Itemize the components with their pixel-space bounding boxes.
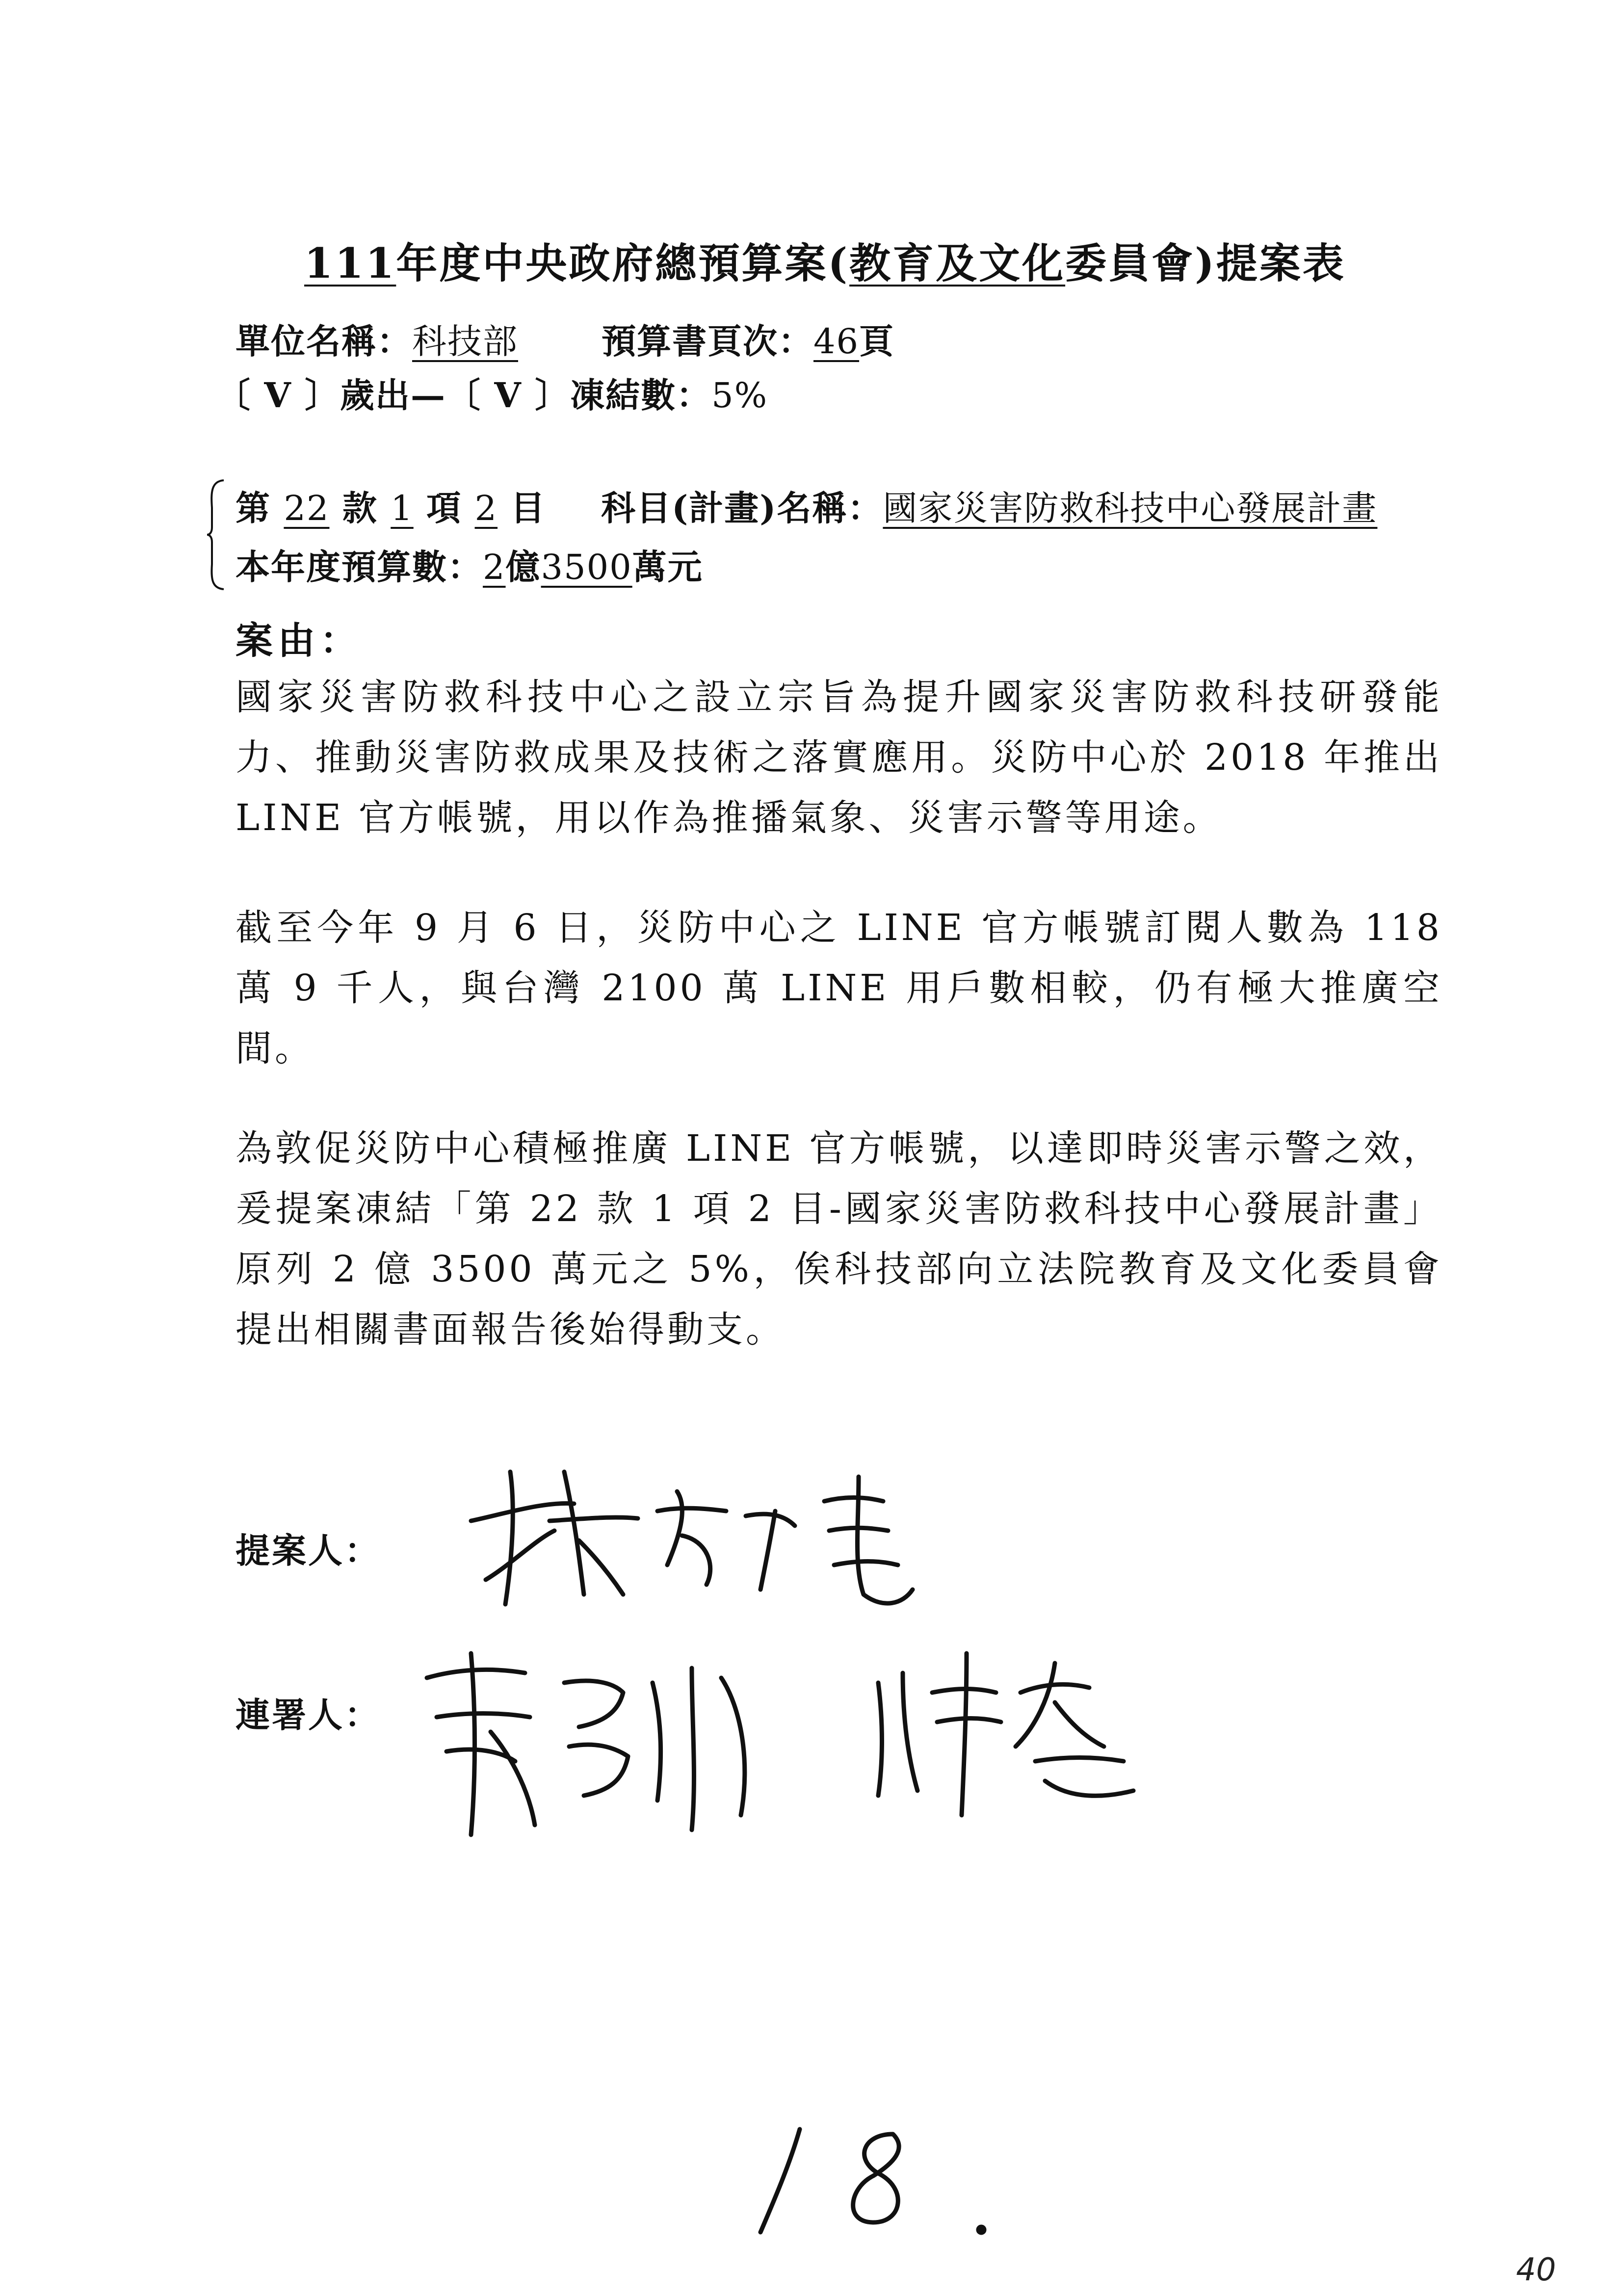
reason-paragraph-2: 截至今年 9 月 6 日，災防中心之 LINE 官方帳號訂閱人數為 118 萬 9 千人，與台灣 2100 萬 LINE 用戶數相較，仍有極大推廣空間。 [236, 907, 1442, 1070]
proposer-label: 提案人： [236, 1530, 381, 1571]
title-committee: 教育及文化 [849, 239, 1066, 287]
item-prefix: 第 [236, 488, 271, 528]
budget-label: 本年度預算數： [236, 547, 483, 587]
proposer-signature [451, 1418, 967, 1648]
reason-heading: 案由： [236, 619, 362, 662]
cosigner-signature-1 [417, 1639, 790, 1845]
budget-page-suffix: 頁 [859, 321, 895, 362]
freeze-percent: 5% [711, 375, 768, 416]
reason-paragraph-1: 國家災害防救科技中心之設立宗旨為提升國家災害防救科技研發能力、推動災害防救成果及技術之落實應用。災防中心於 2018 年推出 LINE 官方帳號，用以作為推播氣象、災害示警等用途。 [236, 676, 1442, 839]
cosigner-signature-2 [859, 1634, 1163, 1830]
item-mu-label: 目 [510, 488, 546, 528]
item-mu: 2 [474, 488, 498, 528]
corner-page-number: 40 [1516, 2252, 1556, 2288]
budget-wan-label: 萬元 [632, 547, 703, 587]
budget-yi-label: 億 [505, 547, 541, 587]
title-text-2: 委員會)提案表 [1065, 239, 1346, 287]
item-name-value: 國家災害防救科技中心發展計畫 [883, 488, 1378, 528]
handwritten-page-number [746, 2114, 1001, 2254]
item-xiang: 1 [391, 488, 414, 528]
item-kuan: 22 [284, 488, 330, 528]
budget-yi: 2 [483, 547, 506, 587]
cosigner-label: 連署人： [236, 1695, 381, 1735]
item-name-label: 科目(計畫)名稱： [601, 488, 883, 528]
budget-page-value: 46 [813, 321, 860, 362]
budget-page-label: 預算書頁次： [602, 321, 813, 362]
unit-line [236, 314, 894, 364]
checks-line [216, 368, 768, 417]
title-text-1: 年度中央政府總預算案( [396, 239, 850, 287]
page-title [304, 231, 1346, 290]
budget-wan: 3500 [541, 547, 632, 587]
unit-value: 科技部 [412, 321, 518, 362]
item-xiang-label: 項 [426, 488, 462, 528]
left-brace [206, 478, 226, 591]
budget-line [236, 540, 703, 589]
item-line [236, 481, 1377, 530]
checks-text: 〔 V 〕歲出—〔 V 〕凍結數： [216, 375, 712, 416]
unit-label: 單位名稱： [236, 321, 412, 362]
reason-paragraph-3: 為敦促災防中心積極推廣 LINE 官方帳號，以達即時災害示警之效，爰提案凍結「第 22 款 1 項 2 目-國家災害防救科技中心發展計畫」原列 2 億 3500 萬元之 5%，俟科技部向立法院教育及文化委員會提出相關書面報告後始得動支。 [236, 1127, 1442, 1351]
title-year: 111 [304, 239, 396, 287]
item-kuan-label: 款 [342, 488, 378, 528]
